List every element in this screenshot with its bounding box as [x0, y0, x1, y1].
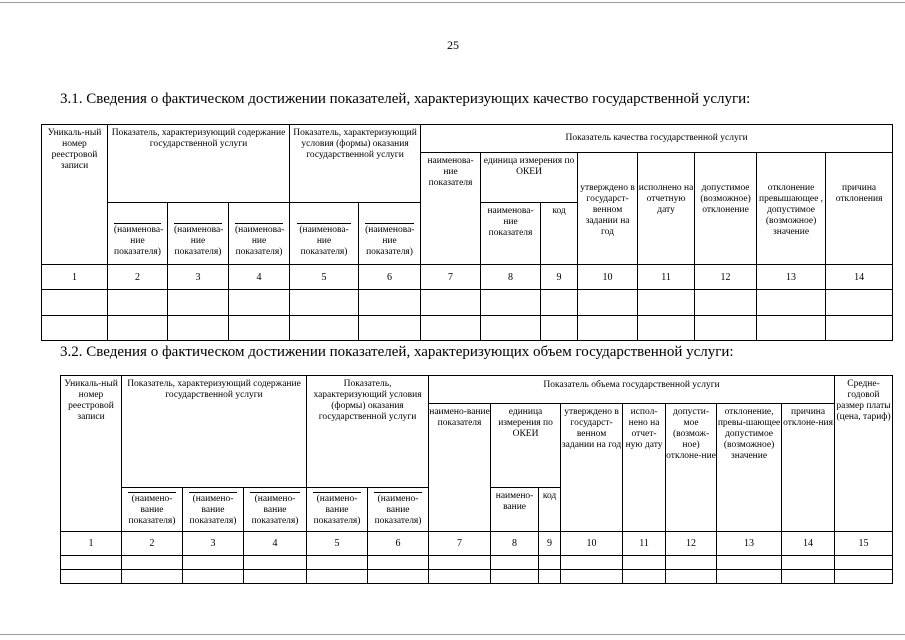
column-number: 8	[481, 265, 541, 290]
column-number: 11	[623, 532, 666, 556]
sub-content-indicator-1: (наимено-вание показателя)	[122, 488, 183, 532]
sub-content-indicator-2: (наименова-ние показателя)	[168, 203, 229, 265]
header-executed: исполнено на отчетную дату	[638, 153, 695, 265]
column-number: 7	[421, 265, 481, 290]
sub-conditions-indicator-1: (наимено-вание показателя)	[307, 488, 368, 532]
table-row	[61, 556, 893, 570]
header-indicator-name: наимено-вание показателя	[429, 404, 491, 532]
header-quality-indicator: Показатель качества государственной услуги	[421, 125, 893, 153]
header-unit-name: наименова-ние показателя	[481, 203, 541, 265]
column-number: 5	[290, 265, 359, 290]
column-number: 5	[307, 532, 368, 556]
column-number: 10	[561, 532, 623, 556]
column-number: 15	[835, 532, 893, 556]
header-conditions-indicator: Показатель, характеризующий условия (формы) оказания государственной услуги	[290, 125, 421, 203]
column-number: 6	[359, 265, 421, 290]
bottom-border-line	[0, 634, 905, 635]
header-deviation-reason: причина отклонения	[826, 153, 893, 265]
header-indicator-name: наименова-ние показателя	[421, 153, 481, 265]
sub-content-indicator-2: (наимено-вание показателя)	[183, 488, 244, 532]
quality-indicators-table	[41, 124, 893, 341]
header-allowed-deviation: допусти-мое (возмож-ное) отклоне-ние	[666, 404, 717, 532]
header-conditions-indicator: Показатель, характеризующий условия (формы) оказания государственной услуги	[307, 376, 429, 488]
header-deviation-exceeding: отклонение, превы-шающее допустимое (возможное) значение	[717, 404, 782, 532]
header-okei-unit: единица измерения по ОКЕИ	[491, 404, 561, 488]
column-number: 8	[491, 532, 539, 556]
header-content-indicator: Показатель, характеризующий содержание государственной услуги	[122, 376, 307, 488]
column-number: 4	[244, 532, 307, 556]
header-approved: утверждено в государст-венном задании на год	[561, 404, 623, 532]
column-number: 10	[578, 265, 638, 290]
column-number: 13	[757, 265, 826, 290]
column-number: 9	[541, 265, 578, 290]
column-number: 2	[108, 265, 168, 290]
sub-conditions-indicator-2: (наимено-вание показателя)	[368, 488, 429, 532]
header-executed: испол-нено на отчет-ную дату	[623, 404, 666, 532]
column-number: 1	[42, 265, 108, 290]
table-row	[61, 570, 893, 584]
column-number: 13	[717, 532, 782, 556]
volume-indicators-table	[60, 375, 893, 584]
table-row	[42, 290, 893, 316]
sub-content-indicator-3: (наимено-вание показателя)	[244, 488, 307, 532]
column-number: 7	[429, 532, 491, 556]
top-border-line	[0, 2, 905, 3]
column-number: 9	[539, 532, 561, 556]
column-number: 14	[782, 532, 835, 556]
header-deviation-exceeding: отклонение превышающее , допустимое (возможное) значение	[757, 153, 826, 265]
header-unique-record: Уникаль-ный номер реестровой записи	[61, 376, 122, 532]
header-average-fee: Средне-годовой размер платы (цена, тариф)	[835, 376, 893, 532]
column-number: 12	[695, 265, 757, 290]
column-number: 12	[666, 532, 717, 556]
header-unit-code: код	[539, 488, 561, 532]
header-unit-name: наимено-вание	[491, 488, 539, 532]
column-number: 14	[826, 265, 893, 290]
column-number: 2	[122, 532, 183, 556]
column-number: 11	[638, 265, 695, 290]
header-unit-code: код	[541, 203, 578, 265]
header-content-indicator: Показатель, характеризующий содержание государственной услуги	[108, 125, 290, 203]
column-number: 4	[229, 265, 290, 290]
column-number: 6	[368, 532, 429, 556]
table-row	[42, 316, 893, 341]
header-unique-record: Уникаль-ный номер реестровой записи	[42, 125, 108, 265]
header-deviation-reason: причина отклоне-ния	[782, 404, 835, 532]
header-approved: утверждено в государст-венном задании на год	[578, 153, 638, 265]
header-okei-unit: единица измерения по ОКЕИ	[481, 153, 578, 203]
sub-conditions-indicator-1: (наименова-ние показателя)	[290, 203, 359, 265]
header-allowed-deviation: допустимое (возможное) отклонение	[695, 153, 757, 265]
column-number: 3	[168, 265, 229, 290]
header-volume-indicator: Показатель объема государственной услуги	[429, 376, 835, 404]
column-number: 1	[61, 532, 122, 556]
sub-content-indicator-1: (наименова-ние показателя)	[108, 203, 168, 265]
section1-heading: 3.1. Сведения о фактическом достижении показателей, характеризующих качество государственной услуги:	[60, 91, 751, 107]
column-numbers-row	[61, 532, 893, 556]
column-numbers-row	[42, 265, 893, 290]
section2-heading: 3.2. Сведения о фактическом достижении показателей, характеризующих объем государственной услуги:	[60, 344, 734, 360]
column-number: 3	[183, 532, 244, 556]
page-number: 25	[447, 38, 459, 52]
sub-conditions-indicator-2: (наименова-ние показателя)	[359, 203, 421, 265]
sub-content-indicator-3: (наименова-ние показателя)	[229, 203, 290, 265]
